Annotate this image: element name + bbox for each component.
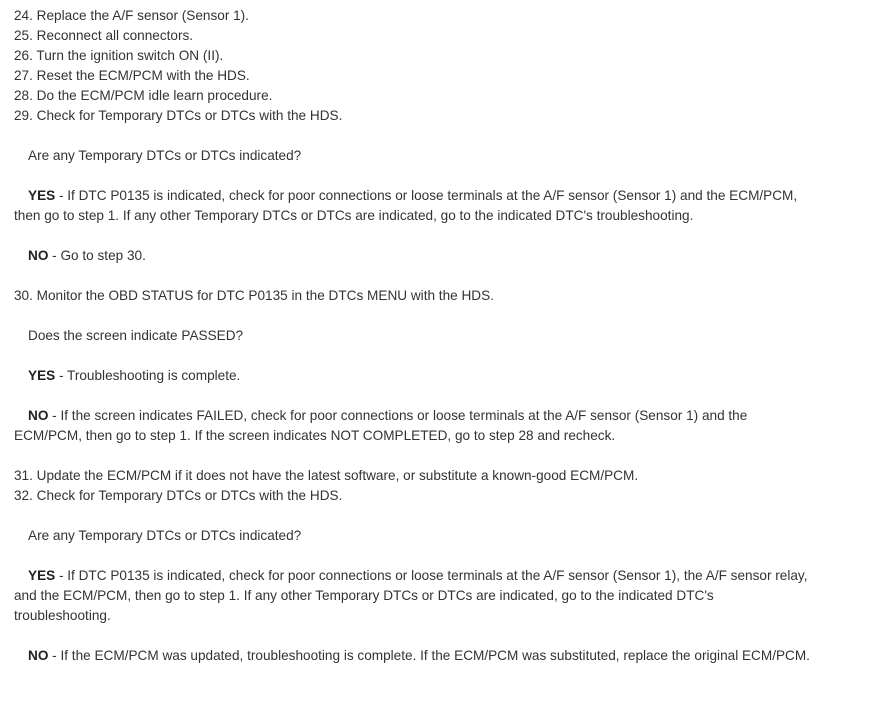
no-text: - Go to step 30. [48,248,146,263]
question-3-no [14,646,814,666]
yes-text: - If DTC P0135 is indicated, check for poor connections or loose terminals at the A/F sensor (Sensor 1) and the ECM/PCM, then go to step 1. If any other Temporary DTCs or DTCs are indicated, go to the indicated DTC's troubleshooting. [14,188,798,223]
no-label: NO [28,248,49,263]
yes-label: YES [28,188,56,203]
step-25: 25. Reconnect all connectors. [14,28,194,43]
no-label: NO [28,408,49,423]
yes-text: - If DTC P0135 is indicated, check for poor connections or loose terminals at the A/F sensor (Sensor 1), the A/F sensor relay, and the ECM/PCM, then go to step 1. If any other Temporary DTCs or DTCs are indicated, go to the indicated DTC's troubleshooting. [14,568,808,623]
yes-label: YES [28,568,56,583]
no-text: - If the screen indicates FAILED, check for poor connections or loose terminals at the A/F sensor (Sensor 1) and the ECM/PCM, then go to step 1. If the screen indicates NOT COMPLETED, go to step 28 and recheck. [14,408,748,443]
question-3-yes [14,566,814,626]
question-2-yes [14,366,814,386]
step-24: 24. Replace the A/F sensor (Sensor 1). [14,8,249,23]
yes-text: - Troubleshooting is complete. [55,368,241,383]
question-1-no [14,246,814,266]
step-27: 27. Reset the ECM/PCM with the HDS. [14,68,250,83]
question-3: Are any Temporary DTCs or DTCs indicated? [28,528,302,543]
no-text: - If the ECM/PCM was updated, troubleshooting is complete. If the ECM/PCM was substituted, replace the original ECM/PCM. [48,648,810,663]
question-1-yes [14,186,814,226]
step-26: 26. Turn the ignition switch ON (II). [14,48,224,63]
no-label: NO [28,648,49,663]
question-2-no [14,406,814,446]
step-30: 30. Monitor the OBD STATUS for DTC P0135 in the DTCs MENU with the HDS. [14,288,494,303]
step-32: 32. Check for Temporary DTCs or DTCs with the HDS. [14,488,343,503]
step-29: 29. Check for Temporary DTCs or DTCs with the HDS. [14,108,343,123]
step-28: 28. Do the ECM/PCM idle learn procedure. [14,88,273,103]
yes-label: YES [28,368,56,383]
question-2: Does the screen indicate PASSED? [28,328,244,343]
step-31: 31. Update the ECM/PCM if it does not have the latest software, or substitute a known-good ECM/PCM. [14,468,639,483]
question-1: Are any Temporary DTCs or DTCs indicated? [28,148,302,163]
